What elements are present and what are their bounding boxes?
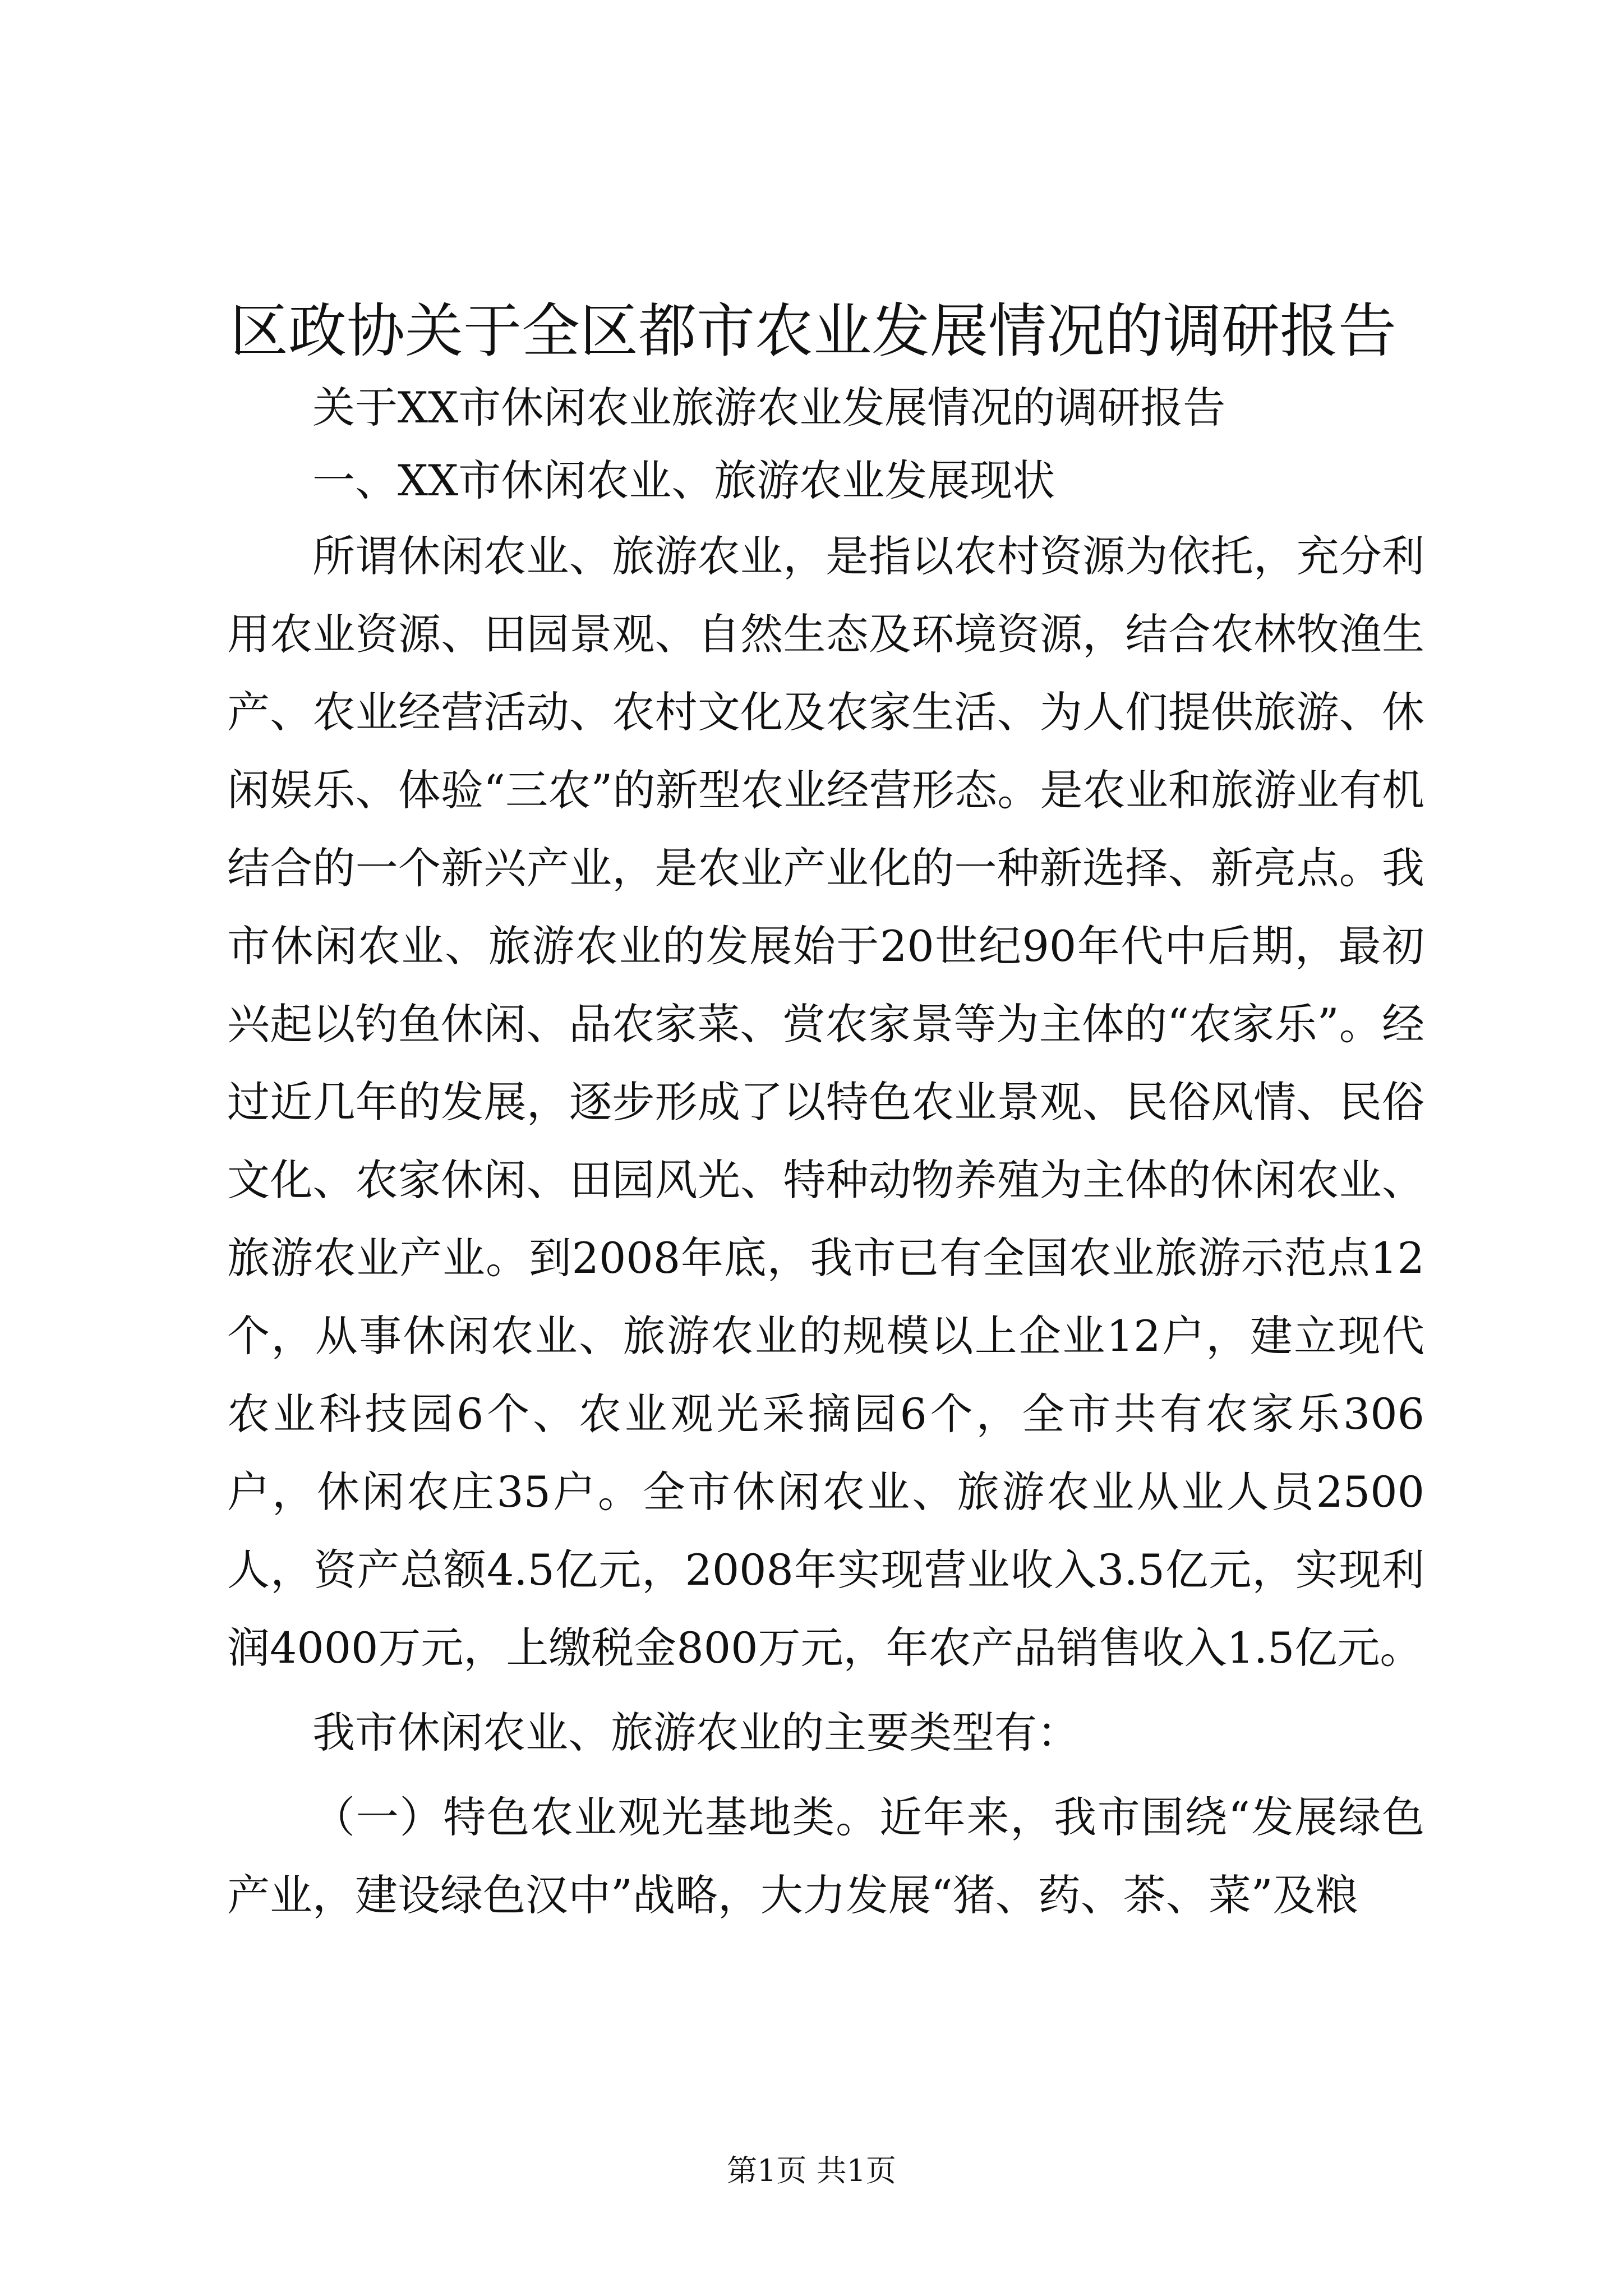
document-body [227, 371, 1424, 1934]
page-number-footer: 第1页 共1页 [727, 2153, 896, 2188]
body-paragraph: 所谓休闲农业、旅游农业，是指以农村资源为依托，充分利用农业资源、田园景观、自然生态及环境资源，结合农林牧渔生产、农业经营活动、农村文化及农家生活、为人们提供旅游、休闲娱乐、体验“三农”的新型农业经营形态。是农业和旅游业有机结合的一个新兴产业，是农业产业化的一种新选择、新亮点。我市休闲农业、旅游农业的发展始于20世纪90年代中后期，最初兴起以钓鱼休闲、品农家菜、赏农家景等为主体的“农家乐”。经过近几年的发展，逐步形成了以特色农业景观、民俗风情、民俗文化、农家休闲、田园风光、特种动物养殖为主体的休闲农业、旅游农业产业。到2008年底，我市已有全国农业旅游示范点12个，从事休闲农业、旅游农业的规模以上企业12户，建立现代农业科技园6个、农业观光采摘园6个，全市共有农家乐306户，休闲农庄35户。全市休闲农业、旅游农业从业人员2500人，资产总额4.5亿元，2008年实现营业收入3.5亿元，实现利润4000万元，上缴税金800万元，年农产品销售收入1.5亿元。 [227, 531, 1424, 1673]
body-paragraph: 我市休闲农业、旅游农业的主要类型有： [312, 1708, 1080, 1757]
section-heading: 一、XX市休闲农业、旅游农业发展现状 [312, 455, 1055, 505]
body-paragraph: （一）特色农业观光基地类。近年来，我市围绕“发展绿色产业，建设绿色汉中”战略，大力发展“猪、药、茶、菜”及粮 [227, 1792, 1424, 1920]
report-subtitle: 关于XX市休闲农业旅游农业发展情况的调研报告 [312, 383, 1226, 432]
document-title: 区政协关于全区都市农业发展情况的调研报告 [229, 297, 1396, 365]
